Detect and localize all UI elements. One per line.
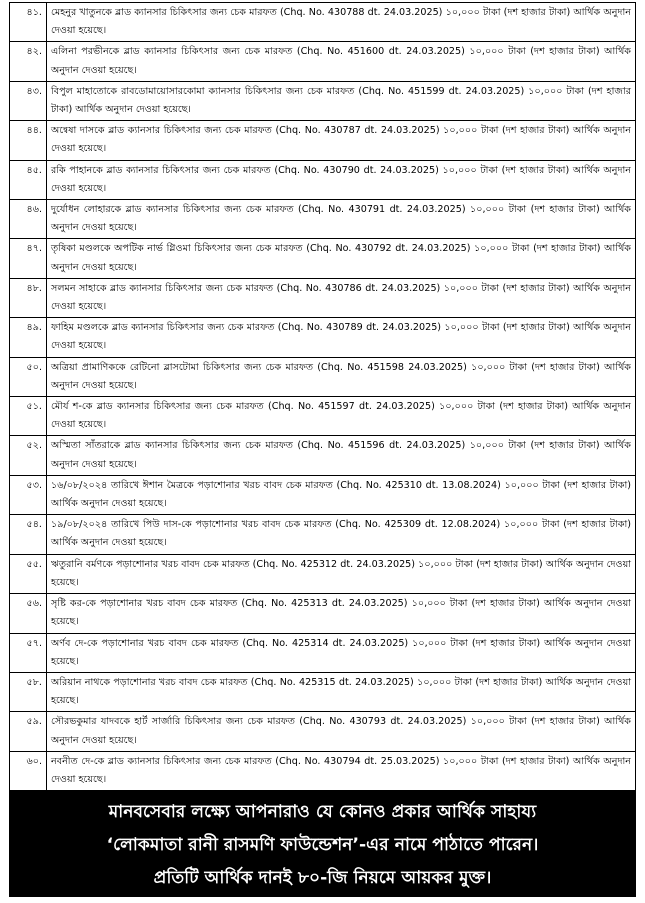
entry-text: বিপুল মাহাতোকে রাবডোমায়োসারকোমা ক্যানসার চিকিৎসার জন্য চেক মারফত (Chq. No. 451599 dt. 24.03.2025) ১০,০০০ টাকা (দশ হাজার টাকা) আর্থিক অনুদান দেওয়া হয়েছে। (47, 81, 636, 120)
table-row (10, 672, 636, 711)
table-row (10, 160, 636, 199)
entry-number: ৫৪. (10, 515, 47, 554)
entry-number: ৫৫. (10, 554, 47, 593)
table-row (10, 81, 636, 120)
donation-list (9, 2, 636, 831)
entry-text: ১৬/০৮/২০২৪ তারিখে ঈশান মৈত্রকে পড়াশোনার খরচ বাবদ চেক মারফত (Chq. No. 425310 dt. 13.08.2024) ১০,০০০ টাকা (দশ হাজার টাকা) আর্থিক অনুদান দেওয়া হয়েছে। (47, 475, 636, 514)
appeal-line-3: প্রতিটি আর্থিক দানই ৮০-জি নিয়মে আয়কর মুক্ত। (153, 868, 492, 888)
entry-text: সৌরভকুমার যাদবকে হার্ট সার্জারি চিকিৎসার জন্য চেক মারফত (Chq. No. 430793 dt. 24.03.2025) ১০,০০০ টাকা (দশ হাজার টাকা) আর্থিক অনুদান দেওয়া হয়েছে। (47, 712, 636, 751)
table-row (10, 121, 636, 160)
entry-number: ৫০. (10, 357, 47, 396)
entry-text: রকি পাহানকে ব্লাড ক্যানসার চিকিৎসার জন্য চেক মারফত (Chq. No. 430790 dt. 24.03.2025) ১০,০০০ টাকা (দশ হাজার টাকা) আর্থিক অনুদান দেওয়া হয়েছে। (47, 160, 636, 199)
entry-number: ৪৫. (10, 160, 47, 199)
donation-table (9, 2, 636, 831)
table-row (10, 751, 636, 790)
entry-text: অরিয়ান নাথকে পড়াশোনার খরচ বাবদ চেক মারফত (Chq. No. 425315 dt. 24.03.2025) ১০,০০০ টাকা (দশ হাজার টাকা) আর্থিক অনুদান দেওয়া হয়েছে। (47, 672, 636, 711)
entry-text: অত্রিয়া প্রামাণিককে রেটিনো ব্লাসটোমা চিকিৎসার জন্য চেক মারফত (Chq. No. 451598 24.03.2025) ১০,০০০ টাকা (দশ হাজার টাকা) আর্থিক অনুদান দেওয়া হয়েছে। (47, 357, 636, 396)
table-row (10, 200, 636, 239)
table-row (10, 633, 636, 672)
entry-text: সলমন সাহাকে ব্লাড ক্যানসার চিকিৎসার জন্য চেক মারফত (Chq. No. 430786 dt. 24.03.2025) ১০,০০০ টাকা (দশ হাজার টাকা) আর্থিক অনুদান দেওয়া হয়েছে। (47, 278, 636, 317)
appeal-banner (9, 790, 636, 897)
entry-number: ৫৬. (10, 594, 47, 633)
table-row (10, 594, 636, 633)
entry-number: ৪১. (10, 3, 47, 42)
entry-number: ৫২. (10, 436, 47, 475)
entry-number: ৪২. (10, 42, 47, 81)
appeal-line-2: ‘লোকমাতা রানী রাসমণি ফাউন্ডেশন’-এর নামে পাঠাতে পারেন। (106, 835, 539, 855)
entry-text: নবনীত দে-কে ব্লাড ক্যানসার চিকিৎসার জন্য চেক মারফত (Chq. No. 430794 dt. 25.03.2025) ১০,০০০ টাকা (দশ হাজার টাকা) আর্থিক অনুদান দেওয়া হয়েছে। (47, 751, 636, 790)
entry-text: ঋতুরানি বর্মণকে পড়াশোনার খরচ বাবদ চেক মারফত (Chq. No. 425312 dt. 24.03.2025) ১০,০০০ টাকা (দশ হাজার টাকা) আর্থিক অনুদান দেওয়া হয়েছে। (47, 554, 636, 593)
table-row (10, 3, 636, 42)
table-row (10, 475, 636, 514)
appeal-line-1: মানবসেবার লক্ষ্যে আপনারাও যে কোনও প্রকার আর্থিক সাহায্য (108, 802, 537, 822)
entry-text: দুর্যোধন লোহারকে ব্লাড ক্যানসার চিকিৎসার জন্য চেক মারফত (Chq. No. 430791 dt. 24.03.2025) ১০,০০০ টাকা (দশ হাজার টাকা) আর্থিক অনুদান দেওয়া হয়েছে। (47, 200, 636, 239)
entry-number: ৪৪. (10, 121, 47, 160)
entry-number: ৫১. (10, 397, 47, 436)
entry-text: এলিনা পরভীনকে ব্লাড ক্যানসার চিকিৎসার জন্য চেক মারফত (Chq. No. 451600 dt. 24.03.2025) ১০,০০০ টাকা (দশ হাজার টাকা) আর্থিক অনুদান দেওয়া হয়েছে। (47, 42, 636, 81)
table-row (10, 278, 636, 317)
table-row (10, 318, 636, 357)
table-row (10, 357, 636, 396)
entry-number: ৫৭. (10, 633, 47, 672)
table-row (10, 712, 636, 751)
entry-text: ১৯/০৮/২০২৪ তারিখে পিউ দাস-কে পড়াশোনার খরচ বাবদ চেক মারফত (Chq. No. 425309 dt. 12.08.2024) ১০,০০০ টাকা (দশ হাজার টাকা) আর্থিক অনুদান দেওয়া হয়েছে। (47, 515, 636, 554)
entry-number: ৫৮. (10, 672, 47, 711)
entry-number: ৬০. (10, 751, 47, 790)
entry-text: তৃষিকা মণ্ডলকে অপটিক নার্ভ গ্লিওমা চিকিৎসার জন্য চেক মারফত (Chq. No. 430792 dt. 24.03.2025) ১০,০০০ টাকা (দশ হাজার টাকা) আর্থিক অনুদান দেওয়া হয়েছে। (47, 239, 636, 278)
table-row (10, 515, 636, 554)
entry-text: অর্ণব দে-কে পড়াশোনার খরচ বাবদ চেক মারফত (Chq. No. 425314 dt. 24.03.2025) ১০,০০০ টাকা (দশ হাজার টাকা) আর্থিক অনুদান দেওয়া হয়েছে। (47, 633, 636, 672)
entry-text: ফাহিম মণ্ডলকে ব্লাড ক্যানসার চিকিৎসার জন্য চেক মারফত (Chq. No. 430789 dt. 24.03.2025) ১০,০০০ টাকা (দশ হাজার টাকা) আর্থিক অনুদান দেওয়া হয়েছে। (47, 318, 636, 357)
table-row (10, 436, 636, 475)
table-row (10, 554, 636, 593)
entry-text: অস্মিতা সাঁতরাকে ব্লাড ক্যানসার চিকিৎসার জন্য চেক মারফত (Chq. No. 451596 dt. 24.03.2025) ১০,০০০ টাকা (দশ হাজার টাকা) আর্থিক অনুদান দেওয়া হয়েছে। (47, 436, 636, 475)
entry-number: ৪৭. (10, 239, 47, 278)
entry-number: ৪৬. (10, 200, 47, 239)
table-row (10, 397, 636, 436)
entry-number: ৫৯. (10, 712, 47, 751)
entry-number: ৪৩. (10, 81, 47, 120)
entry-text: মেহনুর খাতুনকে ব্লাড ক্যানসার চিকিৎসার জন্য চেক মারফত (Chq. No. 430788 dt. 24.03.2025) ১০,০০০ টাকা (দশ হাজার টাকা) আর্থিক অনুদান দেওয়া হয়েছে। (47, 3, 636, 42)
table-row (10, 239, 636, 278)
entry-text: সৃষ্টি কর-কে পড়াশোনার খরচ বাবদ চেক মারফত (Chq. No. 425313 dt. 24.03.2025) ১০,০০০ টাকা (দশ হাজার টাকা) আর্থিক অনুদান দেওয়া হয়েছে। (47, 594, 636, 633)
entry-number: ৫৩. (10, 475, 47, 514)
entry-text: অন্বেষা দাসকে ব্লাড ক্যানসার চিকিৎসার জন্য চেক মারফত (Chq. No. 430787 dt. 24.03.2025) ১০,০০০ টাকা (দশ হাজার টাকা) আর্থিক অনুদান দেওয়া হয়েছে। (47, 121, 636, 160)
table-row (10, 42, 636, 81)
entry-text: মৌর্য শ-কে ব্লাড ক্যানসার চিকিৎসার জন্য চেক মারফত (Chq. No. 451597 dt. 24.03.2025) ১০,০০০ টাকা (দশ হাজার টাকা) আর্থিক অনুদান দেওয়া হয়েছে। (47, 397, 636, 436)
entry-number: ৪৯. (10, 318, 47, 357)
entry-number: ৪৮. (10, 278, 47, 317)
